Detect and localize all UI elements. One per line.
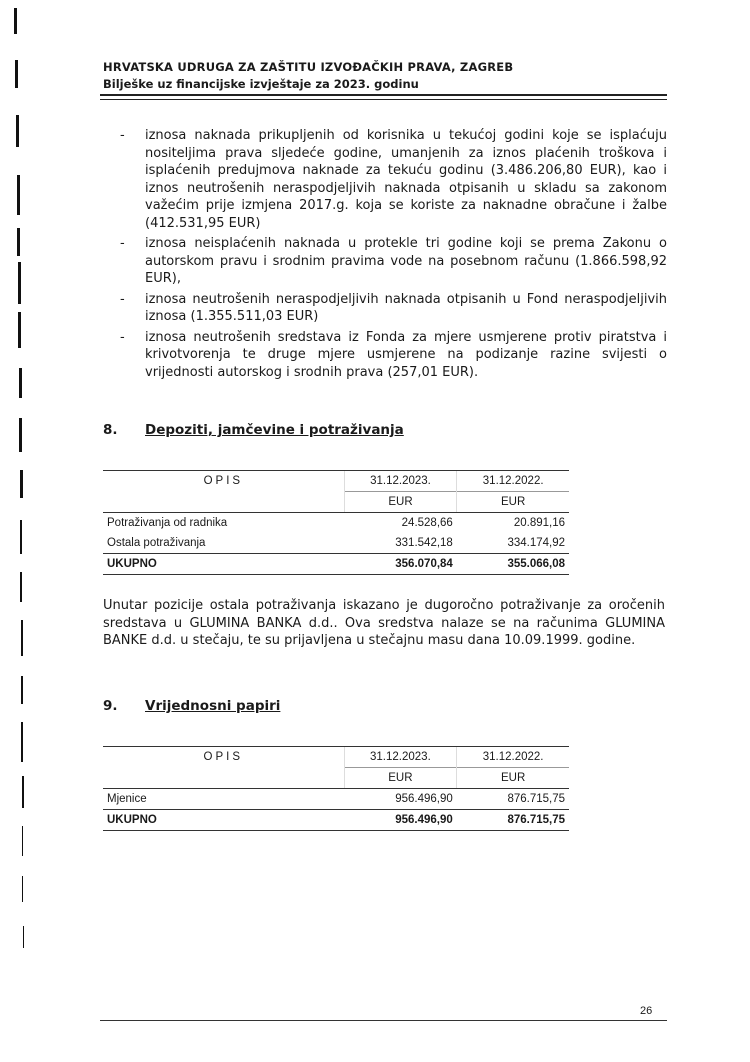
value-2023: 24.528,66: [401, 517, 453, 529]
section-title: Depoziti, jamčevine i potraživanja: [145, 422, 404, 438]
table-total-row: [103, 554, 569, 575]
unit-cell: EUR: [457, 492, 569, 513]
column-header-2022: 31.12.2022.: [457, 471, 569, 492]
column-header-2023: 31.12.2023.: [344, 471, 457, 492]
column-header-2022: 31.12.2022.: [457, 747, 569, 768]
table-total-row: [103, 810, 569, 831]
securities-table: [103, 746, 569, 831]
list-item: [120, 329, 667, 382]
table-row: [103, 513, 569, 534]
value-2023: 331.542,18: [395, 537, 453, 549]
table-header-row: [103, 747, 569, 768]
section-9-heading: [103, 698, 280, 714]
deposits-table: [103, 470, 569, 575]
list-item: [120, 235, 667, 288]
table-unit-row: [103, 492, 569, 513]
list-item: [120, 127, 667, 232]
unit-cell: [103, 492, 344, 513]
total-2022: 355.066,08: [457, 554, 569, 575]
unit-cell: EUR: [344, 768, 457, 789]
bullet-dash: -: [120, 329, 125, 345]
table-unit-row: [103, 768, 569, 789]
document-subtitle: Bilješke uz financijske izvještaje za 2023. godinu: [103, 77, 419, 91]
bullet-list: [120, 127, 667, 384]
section-title: Vrijednosni papiri: [145, 698, 281, 714]
page-header: [103, 60, 665, 91]
value-2022: 876.715,75: [507, 793, 565, 805]
list-item-text: iznosa neutrošenih sredstava iz Fonda za mjere usmjerene protiv piratstva i krivotvorenja te druge mjere usmjerene na podizanje razine svijesti o vrijednosti autorskog i srodnih prava (257,01 EUR).: [145, 329, 667, 380]
value-2023: 956.496,90: [395, 793, 453, 805]
table-header-row: [103, 471, 569, 492]
total-2022: 876.715,75: [457, 810, 569, 831]
unit-cell: EUR: [344, 492, 457, 513]
row-label: Ostala potraživanja: [107, 537, 206, 549]
column-header-2023: 31.12.2023.: [344, 747, 457, 768]
column-header-opis: OPIS: [103, 471, 344, 492]
total-label: UKUPNO: [103, 810, 344, 831]
list-item-text: iznosa neisplaćenih naknada u protekle tri godine koji se prema Zakonu o autorskom pravu i srodnim pravima vode na posebnom računu (1.866.598,92 EUR),: [145, 236, 667, 286]
total-label: UKUPNO: [103, 554, 344, 575]
footer-rule: [100, 1020, 667, 1021]
binding-edge-marks: [0, 0, 40, 1062]
row-label: Potraživanja od radnika: [107, 517, 228, 529]
table-row: [103, 533, 569, 554]
section-number: 9.: [103, 698, 118, 714]
header-rule: [100, 94, 667, 100]
total-2023: 956.496,90: [344, 810, 457, 831]
explanatory-paragraph: Unutar pozicije ostala potraživanja iskazano je dugoročno potraživanje za oročenih sredstava u GLUMINA BANKA d.d.. Ova sredstva nalaze se na računima GLUMINA BANKE d.d. u stečaju, te su prijavljena u stečajnu masu dana 10.09.1999. godine.: [103, 598, 665, 648]
list-item-text: iznosa naknada prikupljenih od korisnika u tekućoj godini koje se isplaćuju nositeljima prava sljedeće godine, umanjenih za iznos plaćenih troškova i isplaćenih predujmova naknade za tekuću godinu (3.486.206,80 EUR), kao i iznos neutrošenih neraspodjeljivih naknada otpisanih u skladu sa zakonom važećim prije izmjena 2017.g. koja se koriste za naknadne obračune i žalbe (412.531,95 EUR): [145, 128, 667, 231]
value-2022: 20.891,16: [513, 517, 565, 529]
unit-cell: EUR: [457, 768, 569, 789]
page-number: 26: [640, 1005, 653, 1017]
total-2023: 356.070,84: [344, 554, 457, 575]
bullet-dash: -: [120, 291, 125, 307]
list-item: [120, 291, 667, 326]
bullet-dash: -: [120, 128, 125, 143]
bullet-dash: -: [120, 236, 125, 251]
value-2022: 334.174,92: [507, 537, 565, 549]
organization-title: HRVATSKA UDRUGA ZA ZAŠTITU IZVOĐAČKIH PRAVA, ZAGREB: [103, 60, 514, 74]
row-label: Mjenice: [107, 793, 147, 805]
table-row: [103, 789, 569, 810]
list-item-text: iznosa neutrošenih neraspodjeljivih naknada otpisanih u Fond neraspodjeljivih iznosa (1.355.511,03 EUR): [145, 291, 667, 324]
section-number: 8.: [103, 422, 118, 438]
column-header-opis: OPIS: [103, 747, 344, 768]
unit-cell: [103, 768, 344, 789]
section-8-heading: [103, 422, 404, 438]
